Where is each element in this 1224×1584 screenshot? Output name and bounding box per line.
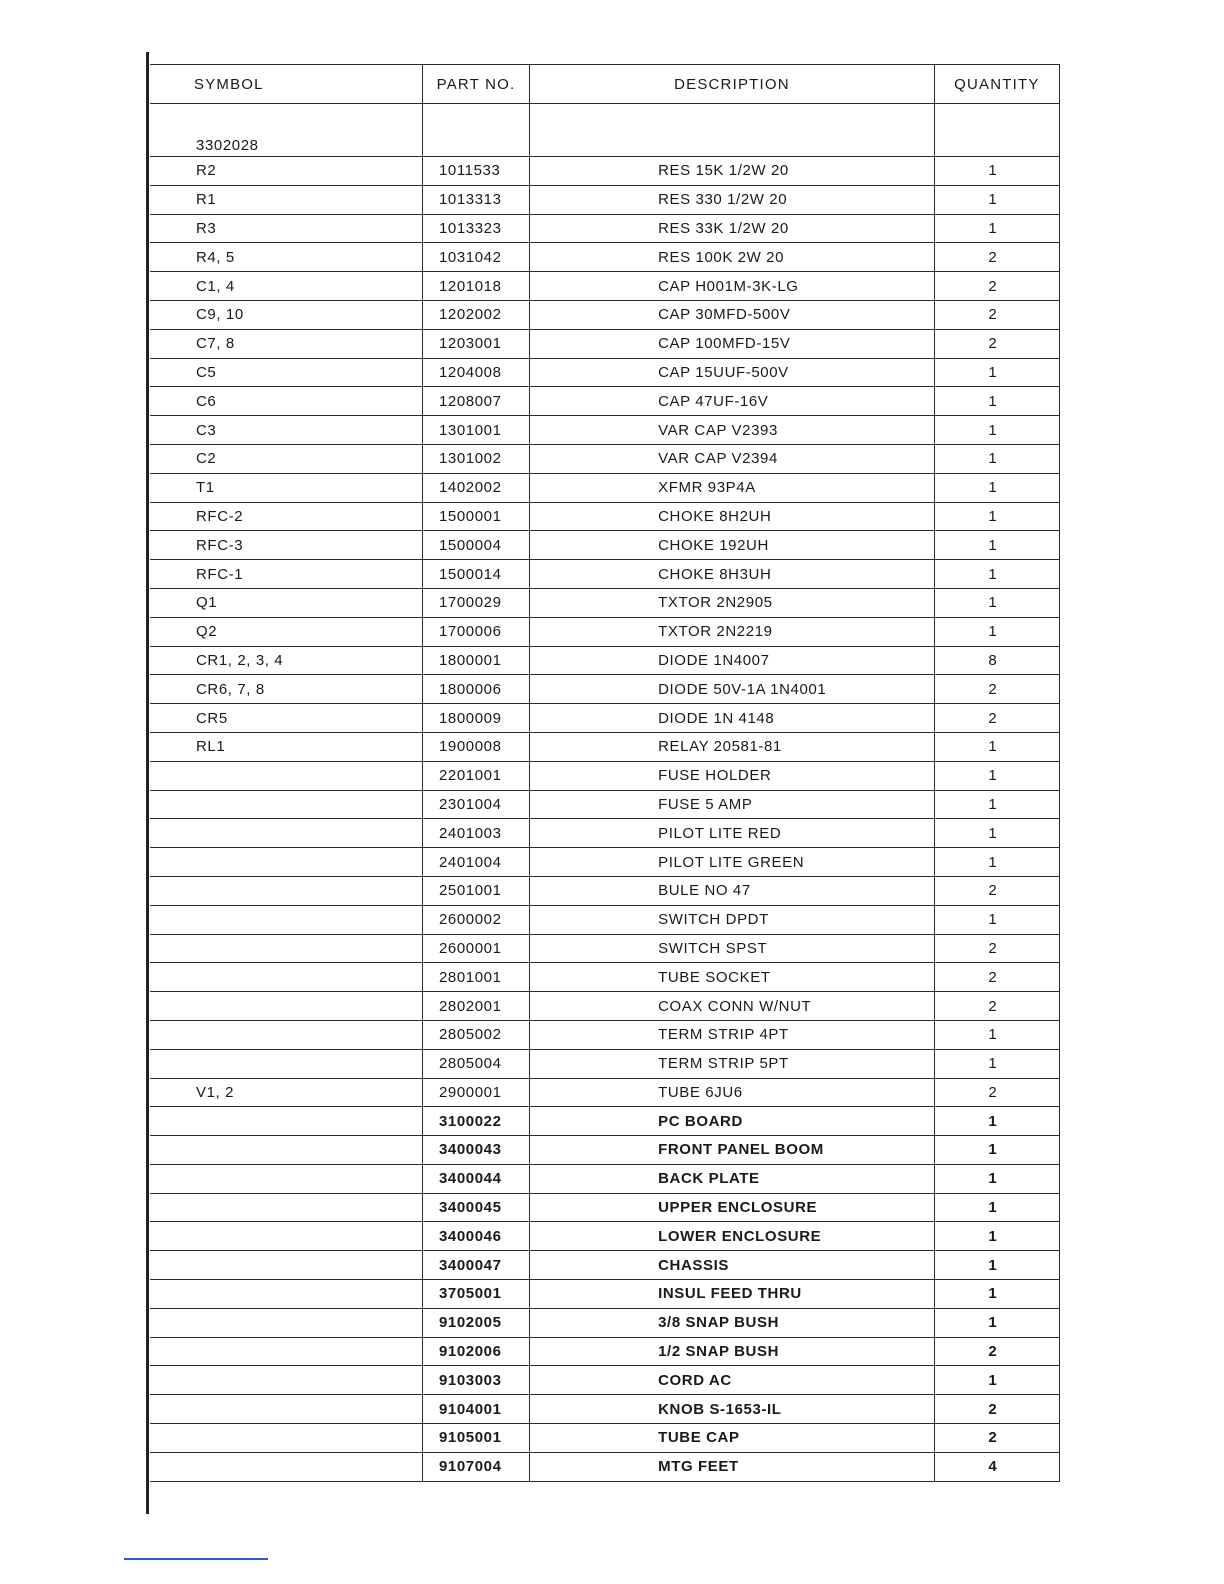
row-quantity: 1 bbox=[934, 1020, 1059, 1049]
row-part-no: 1800006 bbox=[422, 675, 529, 704]
row-part-no: 2805004 bbox=[422, 1049, 529, 1078]
row-quantity: 8 bbox=[934, 646, 1059, 675]
row-part-no: 2401004 bbox=[422, 848, 529, 877]
row-quantity: 1 bbox=[934, 905, 1059, 934]
table-row bbox=[150, 790, 1060, 819]
table-row bbox=[150, 732, 1060, 761]
table-row bbox=[150, 646, 1060, 675]
table-row bbox=[150, 473, 1060, 502]
row-symbol bbox=[150, 1337, 422, 1366]
row-quantity: 1 bbox=[934, 1366, 1059, 1395]
row-description: RES 15K 1/2W 20 bbox=[530, 157, 935, 186]
table-row bbox=[150, 444, 1060, 473]
row-description: UPPER ENCLOSURE bbox=[530, 1193, 935, 1222]
row-symbol bbox=[150, 1193, 422, 1222]
row-quantity: 2 bbox=[934, 963, 1059, 992]
row-quantity: 2 bbox=[934, 675, 1059, 704]
table-row bbox=[150, 588, 1060, 617]
row-quantity: 1 bbox=[934, 157, 1059, 186]
table-row bbox=[150, 502, 1060, 531]
row-description: FUSE HOLDER bbox=[530, 761, 935, 790]
assembly-number: 3302028 bbox=[150, 104, 422, 157]
table-row bbox=[150, 1424, 1060, 1453]
row-part-no: 3705001 bbox=[422, 1280, 529, 1309]
row-part-no: 2900001 bbox=[422, 1078, 529, 1107]
row-description: DIODE 1N 4148 bbox=[530, 704, 935, 733]
row-part-no: 2401003 bbox=[422, 819, 529, 848]
row-description: FRONT PANEL BOOM bbox=[530, 1136, 935, 1165]
row-part-no: 2201001 bbox=[422, 761, 529, 790]
row-part-no: 3400047 bbox=[422, 1251, 529, 1280]
header-symbol: SYMBOL bbox=[150, 65, 422, 104]
row-symbol bbox=[150, 905, 422, 934]
table-row bbox=[150, 761, 1060, 790]
row-description: COAX CONN W/NUT bbox=[530, 992, 935, 1021]
row-symbol: C5 bbox=[150, 358, 422, 387]
row-part-no: 3400046 bbox=[422, 1222, 529, 1251]
row-symbol: CR1, 2, 3, 4 bbox=[150, 646, 422, 675]
row-part-no: 2501001 bbox=[422, 876, 529, 905]
table-row bbox=[150, 819, 1060, 848]
row-symbol bbox=[150, 848, 422, 877]
table-row bbox=[150, 848, 1060, 877]
row-symbol bbox=[150, 790, 422, 819]
row-description: CAP H001M-3K-LG bbox=[530, 272, 935, 301]
table-row bbox=[150, 675, 1060, 704]
row-description: BACK PLATE bbox=[530, 1164, 935, 1193]
table-row bbox=[150, 617, 1060, 646]
row-symbol bbox=[150, 876, 422, 905]
row-description: VAR CAP V2393 bbox=[530, 416, 935, 445]
row-quantity: 1 bbox=[934, 358, 1059, 387]
row-symbol bbox=[150, 1280, 422, 1309]
row-symbol: C1, 4 bbox=[150, 272, 422, 301]
row-symbol: RFC-1 bbox=[150, 560, 422, 589]
row-symbol: RFC-2 bbox=[150, 502, 422, 531]
table-row bbox=[150, 934, 1060, 963]
row-part-no: 3100022 bbox=[422, 1107, 529, 1136]
row-quantity: 1 bbox=[934, 790, 1059, 819]
row-part-no: 1900008 bbox=[422, 732, 529, 761]
row-symbol bbox=[150, 1020, 422, 1049]
row-part-no: 1500014 bbox=[422, 560, 529, 589]
row-quantity: 2 bbox=[934, 992, 1059, 1021]
row-quantity: 2 bbox=[934, 1424, 1059, 1453]
row-description: TXTOR 2N2219 bbox=[530, 617, 935, 646]
row-part-no: 1500004 bbox=[422, 531, 529, 560]
row-description: DIODE 50V-1A 1N4001 bbox=[530, 675, 935, 704]
table-row bbox=[150, 329, 1060, 358]
row-description: BULE NO 47 bbox=[530, 876, 935, 905]
row-description: CHASSIS bbox=[530, 1251, 935, 1280]
row-quantity: 2 bbox=[934, 243, 1059, 272]
row-symbol: V1, 2 bbox=[150, 1078, 422, 1107]
row-symbol bbox=[150, 1395, 422, 1424]
row-quantity: 1 bbox=[934, 1107, 1059, 1136]
row-description: CHOKE 192UH bbox=[530, 531, 935, 560]
row-quantity: 1 bbox=[934, 761, 1059, 790]
row-description: DIODE 1N4007 bbox=[530, 646, 935, 675]
row-part-no: 2801001 bbox=[422, 963, 529, 992]
row-part-no: 9103003 bbox=[422, 1366, 529, 1395]
table-row bbox=[150, 214, 1060, 243]
row-quantity: 1 bbox=[934, 214, 1059, 243]
row-description: TUBE CAP bbox=[530, 1424, 935, 1453]
row-part-no: 1301002 bbox=[422, 444, 529, 473]
row-quantity: 1 bbox=[934, 473, 1059, 502]
row-description: CHOKE 8H2UH bbox=[530, 502, 935, 531]
row-symbol: Q1 bbox=[150, 588, 422, 617]
header-description: DESCRIPTION bbox=[530, 65, 935, 104]
row-part-no: 9102005 bbox=[422, 1308, 529, 1337]
row-part-no: 2600002 bbox=[422, 905, 529, 934]
row-symbol: CR5 bbox=[150, 704, 422, 733]
table-row bbox=[150, 1366, 1060, 1395]
row-quantity: 1 bbox=[934, 444, 1059, 473]
table-row bbox=[150, 1337, 1060, 1366]
row-part-no: 1700006 bbox=[422, 617, 529, 646]
header-quantity: QUANTITY bbox=[934, 65, 1059, 104]
row-symbol bbox=[150, 819, 422, 848]
table-row bbox=[150, 1078, 1060, 1107]
footer-link-underline bbox=[124, 1558, 268, 1560]
row-quantity: 2 bbox=[934, 272, 1059, 301]
row-quantity: 1 bbox=[934, 1222, 1059, 1251]
row-part-no: 9104001 bbox=[422, 1395, 529, 1424]
row-part-no: 3400043 bbox=[422, 1136, 529, 1165]
row-quantity: 1 bbox=[934, 1280, 1059, 1309]
table-row bbox=[150, 1308, 1060, 1337]
row-quantity: 2 bbox=[934, 934, 1059, 963]
row-symbol bbox=[150, 1136, 422, 1165]
table-row bbox=[150, 1136, 1060, 1165]
table-row bbox=[150, 300, 1060, 329]
row-part-no: 1203001 bbox=[422, 329, 529, 358]
table-row bbox=[150, 1020, 1060, 1049]
row-description: TUBE 6JU6 bbox=[530, 1078, 935, 1107]
row-symbol: T1 bbox=[150, 473, 422, 502]
row-description: KNOB S-1653-IL bbox=[530, 1395, 935, 1424]
table-row bbox=[150, 1395, 1060, 1424]
row-quantity: 1 bbox=[934, 848, 1059, 877]
row-description: TUBE SOCKET bbox=[530, 963, 935, 992]
table-row bbox=[150, 560, 1060, 589]
row-part-no: 1011533 bbox=[422, 157, 529, 186]
row-symbol bbox=[150, 1308, 422, 1337]
parts-list-table bbox=[150, 64, 1060, 1482]
row-symbol: R4, 5 bbox=[150, 243, 422, 272]
row-quantity: 2 bbox=[934, 704, 1059, 733]
row-symbol: R3 bbox=[150, 214, 422, 243]
row-description: TERM STRIP 4PT bbox=[530, 1020, 935, 1049]
header-part-no: PART NO. bbox=[422, 65, 529, 104]
row-part-no: 1700029 bbox=[422, 588, 529, 617]
assembly-row bbox=[150, 104, 1060, 157]
row-part-no: 1500001 bbox=[422, 502, 529, 531]
table-row bbox=[150, 272, 1060, 301]
row-part-no: 1031042 bbox=[422, 243, 529, 272]
row-part-no: 2802001 bbox=[422, 992, 529, 1021]
table-row bbox=[150, 1222, 1060, 1251]
row-quantity: 1 bbox=[934, 732, 1059, 761]
row-symbol: C3 bbox=[150, 416, 422, 445]
row-quantity: 1 bbox=[934, 185, 1059, 214]
row-symbol: RFC-3 bbox=[150, 531, 422, 560]
table-row bbox=[150, 531, 1060, 560]
row-symbol bbox=[150, 1222, 422, 1251]
row-description: PILOT LITE GREEN bbox=[530, 848, 935, 877]
table-row bbox=[150, 185, 1060, 214]
row-description: RELAY 20581-81 bbox=[530, 732, 935, 761]
row-description: PC BOARD bbox=[530, 1107, 935, 1136]
row-part-no: 9107004 bbox=[422, 1452, 529, 1481]
row-description: CAP 30MFD-500V bbox=[530, 300, 935, 329]
row-part-no: 3400044 bbox=[422, 1164, 529, 1193]
row-part-no: 9105001 bbox=[422, 1424, 529, 1453]
row-description: RES 330 1/2W 20 bbox=[530, 185, 935, 214]
row-symbol bbox=[150, 1452, 422, 1481]
table-header-row bbox=[150, 65, 1060, 104]
row-part-no: 9102006 bbox=[422, 1337, 529, 1366]
row-description: CAP 47UF-16V bbox=[530, 387, 935, 416]
table-row bbox=[150, 1280, 1060, 1309]
table-row bbox=[150, 358, 1060, 387]
row-quantity: 2 bbox=[934, 1078, 1059, 1107]
table-row bbox=[150, 1164, 1060, 1193]
table-row bbox=[150, 905, 1060, 934]
row-symbol bbox=[150, 1049, 422, 1078]
row-symbol bbox=[150, 1251, 422, 1280]
row-quantity: 2 bbox=[934, 1395, 1059, 1424]
row-quantity: 1 bbox=[934, 588, 1059, 617]
table-row bbox=[150, 876, 1060, 905]
row-symbol: C6 bbox=[150, 387, 422, 416]
row-quantity: 2 bbox=[934, 329, 1059, 358]
row-symbol bbox=[150, 992, 422, 1021]
row-symbol bbox=[150, 761, 422, 790]
row-description: CHOKE 8H3UH bbox=[530, 560, 935, 589]
row-symbol: C9, 10 bbox=[150, 300, 422, 329]
row-part-no: 1013313 bbox=[422, 185, 529, 214]
row-quantity: 1 bbox=[934, 1251, 1059, 1280]
row-quantity: 2 bbox=[934, 300, 1059, 329]
row-description: SWITCH SPST bbox=[530, 934, 935, 963]
row-quantity: 1 bbox=[934, 531, 1059, 560]
row-quantity: 1 bbox=[934, 1049, 1059, 1078]
row-description: VAR CAP V2394 bbox=[530, 444, 935, 473]
row-part-no: 1208007 bbox=[422, 387, 529, 416]
row-description: PILOT LITE RED bbox=[530, 819, 935, 848]
row-quantity: 1 bbox=[934, 416, 1059, 445]
row-part-no: 1013323 bbox=[422, 214, 529, 243]
row-symbol: RL1 bbox=[150, 732, 422, 761]
row-quantity: 1 bbox=[934, 1164, 1059, 1193]
row-symbol bbox=[150, 934, 422, 963]
row-part-no: 1402002 bbox=[422, 473, 529, 502]
row-quantity: 1 bbox=[934, 1136, 1059, 1165]
row-description: FUSE 5 AMP bbox=[530, 790, 935, 819]
row-part-no: 2600001 bbox=[422, 934, 529, 963]
row-symbol bbox=[150, 1164, 422, 1193]
row-part-no: 1201018 bbox=[422, 272, 529, 301]
row-description: 1/2 SNAP BUSH bbox=[530, 1337, 935, 1366]
row-symbol: R1 bbox=[150, 185, 422, 214]
row-quantity: 1 bbox=[934, 502, 1059, 531]
row-description: TERM STRIP 5PT bbox=[530, 1049, 935, 1078]
row-symbol bbox=[150, 963, 422, 992]
row-quantity: 1 bbox=[934, 617, 1059, 646]
row-description: 3/8 SNAP BUSH bbox=[530, 1308, 935, 1337]
row-description: LOWER ENCLOSURE bbox=[530, 1222, 935, 1251]
table-row bbox=[150, 992, 1060, 1021]
row-quantity: 1 bbox=[934, 560, 1059, 589]
table-row bbox=[150, 387, 1060, 416]
table-row bbox=[150, 1452, 1060, 1481]
row-description: CAP 15UUF-500V bbox=[530, 358, 935, 387]
row-quantity: 2 bbox=[934, 1337, 1059, 1366]
row-symbol: C7, 8 bbox=[150, 329, 422, 358]
row-symbol: R2 bbox=[150, 157, 422, 186]
row-description: SWITCH DPDT bbox=[530, 905, 935, 934]
row-description: CAP 100MFD-15V bbox=[530, 329, 935, 358]
row-quantity: 1 bbox=[934, 387, 1059, 416]
row-description: XFMR 93P4A bbox=[530, 473, 935, 502]
row-quantity: 4 bbox=[934, 1452, 1059, 1481]
row-quantity: 2 bbox=[934, 876, 1059, 905]
row-description: INSUL FEED THRU bbox=[530, 1280, 935, 1309]
table-row bbox=[150, 1049, 1060, 1078]
row-description: MTG FEET bbox=[530, 1452, 935, 1481]
table-row bbox=[150, 157, 1060, 186]
row-part-no: 1204008 bbox=[422, 358, 529, 387]
table-row bbox=[150, 704, 1060, 733]
row-description: TXTOR 2N2905 bbox=[530, 588, 935, 617]
row-quantity: 1 bbox=[934, 819, 1059, 848]
row-symbol: C2 bbox=[150, 444, 422, 473]
table-row bbox=[150, 963, 1060, 992]
row-symbol bbox=[150, 1366, 422, 1395]
table-row bbox=[150, 1193, 1060, 1222]
page-left-rule bbox=[146, 52, 149, 1514]
row-description: RES 33K 1/2W 20 bbox=[530, 214, 935, 243]
row-part-no: 1202002 bbox=[422, 300, 529, 329]
table-row bbox=[150, 243, 1060, 272]
table-row bbox=[150, 416, 1060, 445]
row-symbol: CR6, 7, 8 bbox=[150, 675, 422, 704]
row-part-no: 1800001 bbox=[422, 646, 529, 675]
row-symbol: Q2 bbox=[150, 617, 422, 646]
table-row bbox=[150, 1107, 1060, 1136]
row-symbol bbox=[150, 1424, 422, 1453]
row-part-no: 2805002 bbox=[422, 1020, 529, 1049]
row-description: RES 100K 2W 20 bbox=[530, 243, 935, 272]
table-row bbox=[150, 1251, 1060, 1280]
row-part-no: 2301004 bbox=[422, 790, 529, 819]
row-part-no: 1800009 bbox=[422, 704, 529, 733]
row-part-no: 3400045 bbox=[422, 1193, 529, 1222]
row-quantity: 1 bbox=[934, 1308, 1059, 1337]
row-description: CORD AC bbox=[530, 1366, 935, 1395]
row-symbol bbox=[150, 1107, 422, 1136]
row-part-no: 1301001 bbox=[422, 416, 529, 445]
row-quantity: 1 bbox=[934, 1193, 1059, 1222]
